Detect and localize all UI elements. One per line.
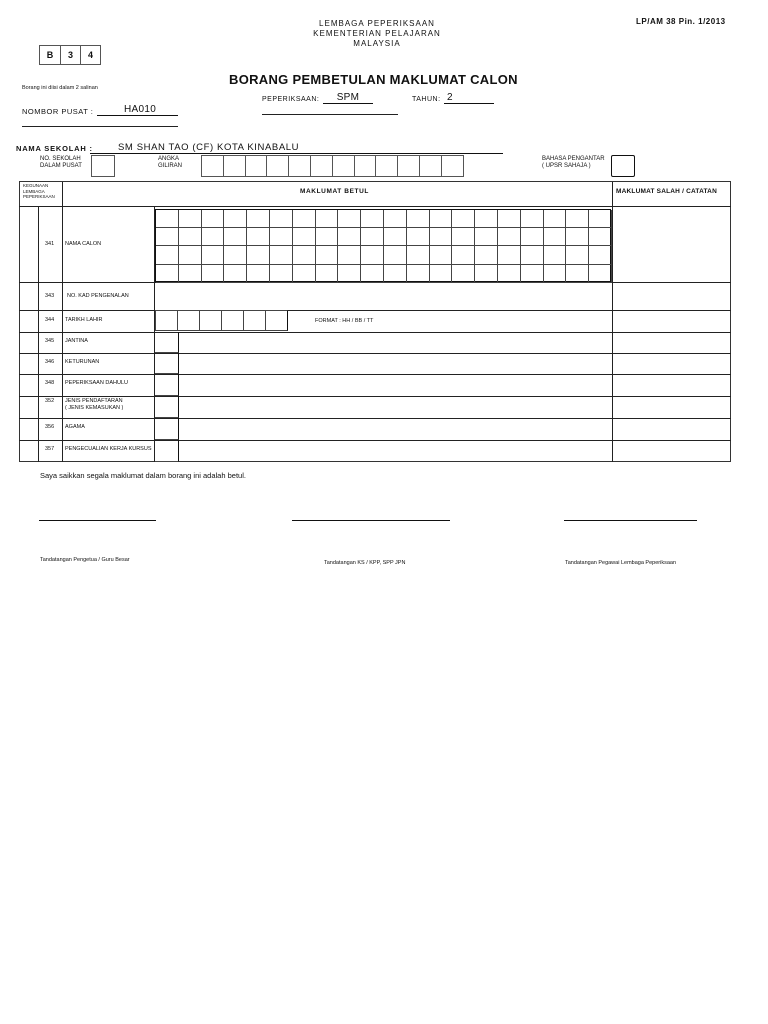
angka-giliran-label xyxy=(158,156,182,170)
row-label xyxy=(65,241,101,248)
angka-giliran-digit-box[interactable] xyxy=(419,155,442,177)
tahun-label: TAHUN: xyxy=(412,96,441,103)
nama-calon-grid[interactable] xyxy=(155,209,611,282)
nama-calon-char-box[interactable] xyxy=(430,265,453,283)
nama-calon-char-box[interactable] xyxy=(430,246,453,264)
row-label-line1: PENGECUALIAN KERJA KURSUS xyxy=(65,446,152,452)
nama-calon-char-box[interactable] xyxy=(224,210,247,228)
row-label xyxy=(65,338,88,345)
nama-calon-char-box[interactable] xyxy=(430,210,453,228)
nama-calon-char-box[interactable] xyxy=(270,210,293,228)
row-code: 345 xyxy=(45,338,55,344)
nama-calon-char-box[interactable] xyxy=(224,265,247,283)
divider xyxy=(262,114,398,115)
single-entry-box[interactable] xyxy=(155,332,179,353)
angka-giliran-digit-box[interactable] xyxy=(266,155,289,177)
tarikh-lahir-digit-box[interactable] xyxy=(155,310,178,331)
nama-calon-char-box[interactable] xyxy=(475,210,498,228)
nama-calon-char-box[interactable] xyxy=(361,210,384,228)
col-kegunaan-line2: LEMBAGA xyxy=(23,188,45,194)
nama-calon-char-box[interactable] xyxy=(293,265,316,283)
nama-calon-char-box[interactable] xyxy=(544,228,567,246)
peperiksaan-value: SPM xyxy=(336,92,360,103)
bahasa-pengantar-label-line1: BAHASA PENGANTAR xyxy=(542,156,605,162)
nama-calon-char-box[interactable] xyxy=(498,246,521,264)
col-header-maklumat-salah: MAKLUMAT SALAH / CATATAN xyxy=(616,188,717,195)
nama-calon-char-box[interactable] xyxy=(338,228,361,246)
no-sekolah-box[interactable] xyxy=(91,155,115,177)
nama-calon-char-box[interactable] xyxy=(544,210,567,228)
angka-giliran-label-line2: GILIRAN xyxy=(158,163,183,169)
nama-calon-char-box[interactable] xyxy=(202,210,225,228)
nama-calon-char-box[interactable] xyxy=(293,228,316,246)
row-label-line1: JENIS PENDAFTARAN xyxy=(65,398,123,404)
table-rule xyxy=(19,396,731,397)
row-label-line1: PEPERIKSAAN DAHULU xyxy=(65,380,128,386)
row-label xyxy=(65,359,99,366)
nombor-pusat-value: HA010 xyxy=(124,104,157,115)
col-kegunaan-line1: KEGUNAAN xyxy=(23,183,49,188)
nama-calon-char-box[interactable] xyxy=(566,246,589,264)
row-code: 346 xyxy=(45,359,55,365)
nama-calon-char-box[interactable] xyxy=(589,228,612,246)
nama-calon-char-box[interactable] xyxy=(224,228,247,246)
nama-calon-char-box[interactable] xyxy=(179,210,202,228)
tarikh-lahir-digit-box[interactable] xyxy=(221,310,244,331)
table-rule xyxy=(19,332,731,333)
angka-giliran-digit-box[interactable] xyxy=(223,155,246,177)
angka-giliran-label-line1: ANGKA xyxy=(158,156,180,162)
nama-sekolah-label: NAMA SEKOLAH : xyxy=(16,144,93,153)
signature-line-ks[interactable] xyxy=(292,520,450,521)
nama-calon-char-box[interactable] xyxy=(361,228,384,246)
table-rule xyxy=(19,440,731,441)
nama-calon-char-box[interactable] xyxy=(179,246,202,264)
single-entry-box[interactable] xyxy=(155,418,179,440)
signature-label-pegawai: Tandatangan Pegawai Lembaga Peperiksaan xyxy=(565,560,676,566)
org-line-2: KEMENTERIAN PELAJARAN xyxy=(313,29,441,38)
row-label-line1: JANTINA xyxy=(65,338,88,344)
col-kegunaan-line3: PEPERIKSAAN xyxy=(23,194,55,199)
nama-calon-char-box[interactable] xyxy=(452,228,475,246)
row-code: 352 xyxy=(45,398,55,404)
nama-calon-char-box[interactable] xyxy=(475,265,498,283)
col-header-maklumat-betul: MAKLUMAT BETUL xyxy=(300,188,369,195)
no-sekolah-label xyxy=(40,156,82,170)
nama-calon-char-box[interactable] xyxy=(384,228,407,246)
row-label xyxy=(65,398,123,412)
nama-calon-char-box[interactable] xyxy=(475,246,498,264)
nama-calon-char-box[interactable] xyxy=(156,265,179,283)
nama-calon-char-box[interactable] xyxy=(384,210,407,228)
nama-calon-char-box[interactable] xyxy=(156,210,179,228)
no-sekolah-label-line1: NO. SEKOLAH xyxy=(40,156,81,162)
nama-calon-char-box[interactable] xyxy=(361,265,384,283)
row-label xyxy=(65,317,103,324)
row-code: 341 xyxy=(45,241,55,247)
nama-calon-char-box[interactable] xyxy=(156,246,179,264)
table-rule xyxy=(19,418,731,419)
nama-calon-char-box[interactable] xyxy=(247,265,270,283)
code-box: B xyxy=(39,45,60,65)
tarikh-lahir-digit-box[interactable] xyxy=(199,310,222,331)
nama-calon-char-box[interactable] xyxy=(452,210,475,228)
nama-calon-char-box[interactable] xyxy=(407,246,430,264)
nama-calon-char-box[interactable] xyxy=(498,210,521,228)
nama-calon-char-box[interactable] xyxy=(544,246,567,264)
row-label-line1: NO. KAD PENGENALAN xyxy=(67,293,129,299)
form-code: LP/AM 38 Pin. 1/2013 xyxy=(636,17,726,26)
nama-calon-char-box[interactable] xyxy=(247,228,270,246)
table-rule xyxy=(38,206,39,462)
nama-calon-char-box[interactable] xyxy=(521,246,544,264)
single-entry-box[interactable] xyxy=(155,353,179,374)
row-label-line1: AGAMA xyxy=(65,424,85,430)
nama-calon-char-box[interactable] xyxy=(316,210,339,228)
nama-calon-char-box[interactable] xyxy=(407,265,430,283)
tarikh-lahir-digit-box[interactable] xyxy=(243,310,266,331)
nama-calon-char-box[interactable] xyxy=(361,246,384,264)
form-title: BORANG PEMBETULAN MAKLUMAT CALON xyxy=(229,72,518,87)
nama-calon-char-box[interactable] xyxy=(566,228,589,246)
copies-note: Borang ini diisi dalam 2 salinan xyxy=(22,85,98,91)
org-line-3: MALAYSIA xyxy=(353,39,401,48)
code-box: 3 xyxy=(60,45,80,65)
nama-calon-char-box[interactable] xyxy=(179,265,202,283)
nama-calon-char-box[interactable] xyxy=(521,210,544,228)
angka-giliran-boxes xyxy=(201,155,464,177)
row-label xyxy=(65,380,128,387)
angka-giliran-digit-box[interactable] xyxy=(441,155,464,177)
col-header-kegunaan xyxy=(20,182,63,206)
form-code-boxes xyxy=(39,45,101,65)
nama-calon-char-box[interactable] xyxy=(589,265,612,283)
nama-calon-char-box[interactable] xyxy=(589,246,612,264)
angka-giliran-digit-box[interactable] xyxy=(397,155,420,177)
table-rule xyxy=(19,206,731,207)
angka-giliran-digit-box[interactable] xyxy=(354,155,377,177)
nama-calon-char-box[interactable] xyxy=(316,265,339,283)
row-code: 356 xyxy=(45,424,55,430)
nombor-pusat-label: NOMBOR PUSAT : xyxy=(22,107,94,116)
table-rule xyxy=(19,374,731,375)
single-entry-box[interactable] xyxy=(155,374,179,396)
nama-calon-char-box[interactable] xyxy=(475,228,498,246)
nama-calon-char-box[interactable] xyxy=(270,228,293,246)
nama-calon-char-box[interactable] xyxy=(156,228,179,246)
format-note: FORMAT : HH / BB / TT xyxy=(315,318,374,324)
angka-giliran-digit-box[interactable] xyxy=(201,155,224,177)
signature-line-pegawai[interactable] xyxy=(564,520,697,521)
tahun-value: 2 xyxy=(447,92,453,103)
tarikh-lahir-digit-box[interactable] xyxy=(177,310,200,331)
signature-line-pengetua[interactable] xyxy=(39,520,156,521)
row-code: 357 xyxy=(45,446,55,452)
row-label-line2: ( JENIS KEMASUKAN ) xyxy=(65,405,124,411)
nama-calon-char-box[interactable] xyxy=(224,246,247,264)
nama-calon-char-box[interactable] xyxy=(407,210,430,228)
angka-giliran-digit-box[interactable] xyxy=(310,155,333,177)
nama-calon-char-box[interactable] xyxy=(452,246,475,264)
peperiksaan-label: PEPERIKSAAN: xyxy=(262,96,320,103)
nama-calon-char-box[interactable] xyxy=(293,210,316,228)
nama-sekolah-field[interactable] xyxy=(90,142,503,154)
table-rule xyxy=(612,182,613,462)
nombor-pusat-field[interactable] xyxy=(97,104,178,116)
nama-calon-char-box[interactable] xyxy=(544,265,567,283)
nama-calon-char-box[interactable] xyxy=(452,265,475,283)
no-sekolah-label-line2: DALAM PUSAT xyxy=(40,163,82,169)
nama-calon-char-box[interactable] xyxy=(407,228,430,246)
table-rule xyxy=(19,310,731,311)
angka-giliran-digit-box[interactable] xyxy=(245,155,268,177)
nama-calon-char-box[interactable] xyxy=(589,210,612,228)
nama-calon-char-box[interactable] xyxy=(247,246,270,264)
bahasa-pengantar-label-line2: ( UPSR SAHAJA ) xyxy=(542,163,591,169)
angka-giliran-digit-box[interactable] xyxy=(288,155,311,177)
nama-calon-char-box[interactable] xyxy=(270,265,293,283)
nama-calon-char-box[interactable] xyxy=(316,246,339,264)
nama-calon-char-box[interactable] xyxy=(247,210,270,228)
nama-calon-char-box[interactable] xyxy=(566,210,589,228)
row-label xyxy=(67,293,129,300)
single-entry-box[interactable] xyxy=(155,396,179,418)
bahasa-pengantar-box[interactable] xyxy=(611,155,635,177)
table-rule xyxy=(62,182,63,462)
divider xyxy=(22,126,178,127)
nama-calon-char-box[interactable] xyxy=(498,228,521,246)
row-code: 344 xyxy=(45,317,55,323)
nama-calon-char-box[interactable] xyxy=(202,265,225,283)
nama-calon-char-box[interactable] xyxy=(202,246,225,264)
angka-giliran-digit-box[interactable] xyxy=(332,155,355,177)
nama-calon-char-box[interactable] xyxy=(202,228,225,246)
signature-label-pengetua: Tandatangan Pengetua / Guru Besar xyxy=(40,557,130,563)
nama-calon-char-box[interactable] xyxy=(179,228,202,246)
tahun-field[interactable] xyxy=(444,92,494,104)
bahasa-pengantar-label xyxy=(542,156,605,170)
org-line-1: LEMBAGA PEPERIKSAAN xyxy=(319,19,435,28)
row-label xyxy=(65,446,152,453)
nama-sekolah-value: SM SHAN TAO (CF) KOTA KINABALU xyxy=(118,142,300,153)
row-code: 348 xyxy=(45,380,55,386)
row-label-line1: KETURUNAN xyxy=(65,359,100,365)
signature-label-ks: Tandatangan KS / KPP, SPP JPN xyxy=(324,560,406,566)
nama-calon-char-box[interactable] xyxy=(384,265,407,283)
nama-calon-char-box[interactable] xyxy=(270,246,293,264)
nama-calon-char-box[interactable] xyxy=(384,246,407,264)
nama-calon-char-box[interactable] xyxy=(338,210,361,228)
table-rule xyxy=(19,353,731,354)
declaration-text: Saya saikkan segala maklumat dalam borang ini adalah betul. xyxy=(40,471,246,480)
angka-giliran-digit-box[interactable] xyxy=(375,155,398,177)
nama-calon-char-box[interactable] xyxy=(566,265,589,283)
tarikh-lahir-digit-box[interactable] xyxy=(265,310,288,331)
nama-calon-char-box[interactable] xyxy=(316,228,339,246)
single-entry-box[interactable] xyxy=(155,440,179,462)
nama-calon-char-box[interactable] xyxy=(338,265,361,283)
nama-calon-char-box[interactable] xyxy=(338,246,361,264)
code-box: 4 xyxy=(80,45,101,65)
row-code: 343 xyxy=(45,293,55,299)
peperiksaan-field[interactable] xyxy=(323,92,373,104)
row-label xyxy=(65,424,85,431)
row-label-line1: TARIKH LAHIR xyxy=(65,317,103,323)
nama-calon-char-box[interactable] xyxy=(430,228,453,246)
tarikh-lahir-boxes[interactable] xyxy=(155,310,288,332)
row-label-line1: NAMA CALON xyxy=(65,241,102,247)
nama-calon-char-box[interactable] xyxy=(521,265,544,283)
nama-calon-char-box[interactable] xyxy=(498,265,521,283)
nama-calon-char-box[interactable] xyxy=(521,228,544,246)
nama-calon-char-box[interactable] xyxy=(293,246,316,264)
